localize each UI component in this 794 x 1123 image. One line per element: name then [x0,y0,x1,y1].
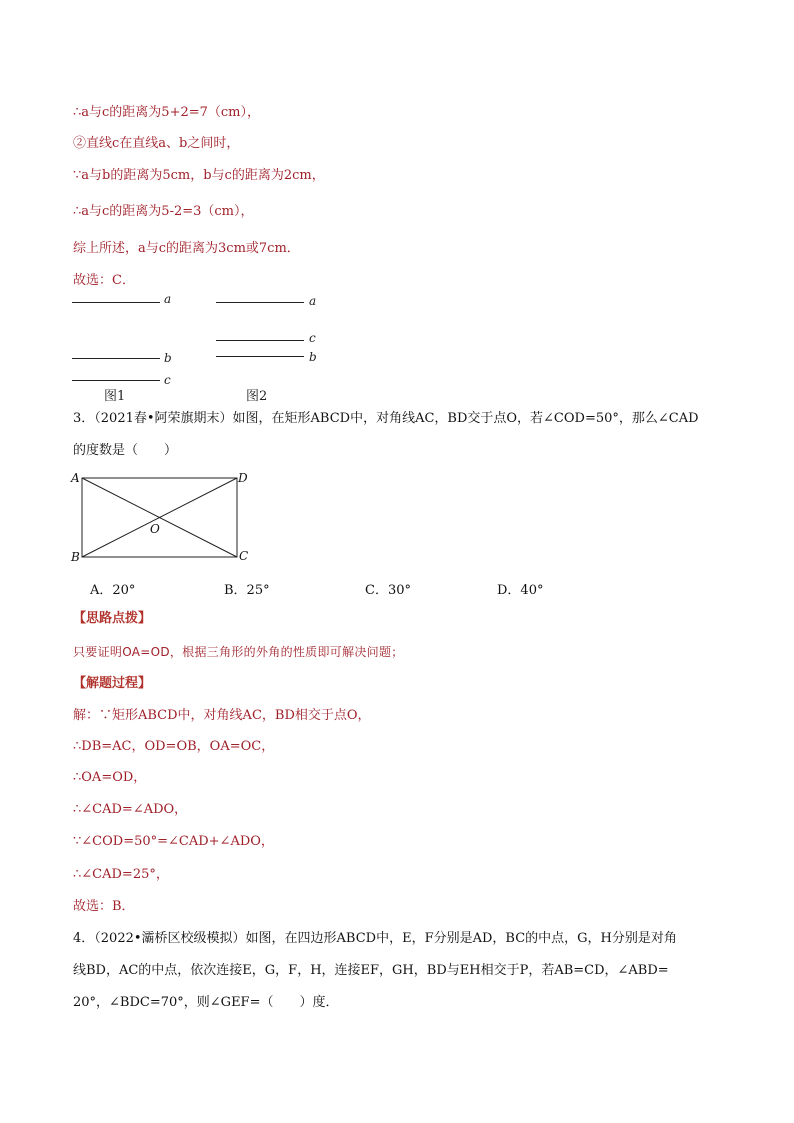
label-b-fig2: b [309,350,317,364]
vertex-c: C [239,549,249,563]
option-d[interactable]: D．40° [497,583,544,598]
step-2: ∴DB=AC，OD=OB，OA=OC， [73,739,275,754]
label-b-fig1: b [164,351,172,365]
option-a[interactable]: A．20° [90,583,136,598]
vertex-a: A [71,471,80,485]
step-4: ∴∠CAD=∠ADO， [73,802,188,817]
step-1: 解：∵矩形ABCD中，对角线AC，BD相交于点O， [73,708,371,723]
q3-stem-line-1: 3．（2021春•阿荣旗期末）如图，在矩形ABCD中，对角线AC，BD交于点O，若∠COD=50°，那么∠CAD [73,411,699,426]
vertex-d: D [238,471,248,485]
line-b-fig2 [216,356,304,357]
label-c-fig1: c [164,373,171,387]
solution-line-3: ∵a与b的距离为5cm，b与c的距离为2cm， [73,168,325,183]
step-5: ∵∠COD=50°=∠CAD+∠ADO， [73,834,274,849]
label-a-fig1: a [164,292,172,306]
hint-text: 只要证明OA=OD，根据三角形的外角的性质即可解决问题； [73,645,404,659]
option-c[interactable]: C．30° [365,583,411,598]
line-a-fig2 [216,302,304,303]
q4-stem-line-2: 线BD，AC的中点，依次连接E，G，F，H，连接EF，GH，BD与EH相交于P，若AB=CD，∠ABD= [73,963,669,978]
process-heading: 【解题过程】 [73,676,152,691]
solution-line-5: 综上所述，a与c的距离为3cm或7cm． [73,241,300,256]
solution-answer: 故选：C． [73,273,135,288]
solution-line-1: ∴a与c的距离为5+2=7（cm）， [73,105,261,120]
center-o: O [150,522,160,536]
line-a-fig1 [72,302,160,303]
q4-stem-line-3: 20°，∠BDC=70°，则∠GEF=（ ）度． [73,995,339,1010]
label-c-fig2: c [309,331,316,345]
solution-line-2: ②直线c在直线a、b之间时， [73,136,240,151]
solution-line-4: ∴a与c的距离为5-2=3（cm）， [73,204,254,219]
line-b-fig1 [72,358,160,359]
q4-stem-line-1: 4．（2022•灞桥区校级模拟）如图，在四边形ABCD中，E，F分别是AD，BC的中点，G，H分别是对角 [73,931,677,946]
step-6: ∴∠CAD=25°， [73,867,169,882]
rectangle-figure [66,466,256,566]
line-c-fig2 [216,340,304,341]
step-3: ∴OA=OD， [73,770,147,785]
hint-heading: 【思路点拨】 [73,611,152,626]
figure-2-caption: 图2 [246,389,268,404]
label-a-fig2: a [309,294,317,308]
line-c-fig1 [72,380,160,381]
vertex-b: B [71,550,80,564]
figure-1-caption: 图1 [104,389,126,404]
q3-stem-line-2: 的度数是（ ） [73,443,178,458]
option-b[interactable]: B．25° [224,583,270,598]
step-answer: 故选：B． [73,899,135,914]
